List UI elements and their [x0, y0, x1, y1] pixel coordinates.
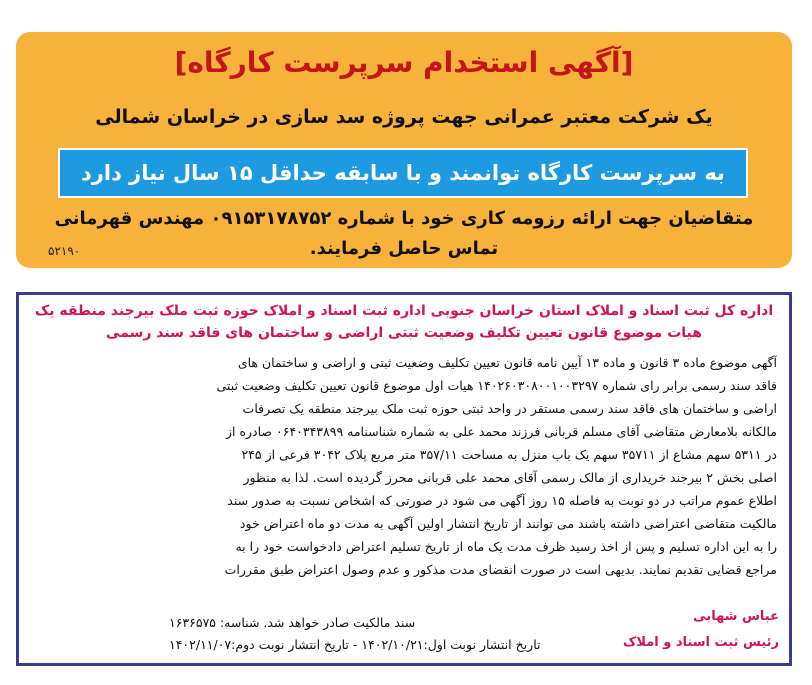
notice-id-line: سند مالکیت صادر خواهد شد. شناسه: ۱۶۳۶۵۷۵: [169, 615, 416, 630]
job-ad-box: [16, 32, 792, 268]
registry-notice-box: [16, 292, 792, 666]
notice-heading-2: هیات موضوع قانون تعیین تکلیف وضعیت ثبتی اراضی و ساختمان های فاقد سند رسمی: [106, 325, 702, 341]
job-ad-title: [آگهی استخدام سرپرست کارگاه]: [174, 46, 634, 79]
notice-body-line: را به این اداره تسلیم و پس از اخذ رسید ظرف مدت یک ماه از تاریخ تسلیم اعتراض دادخواست خود را به: [235, 539, 777, 554]
notice-body-line: اطلاع عموم مراتب در دو نوبت به فاصله ۱۵ روز آگهی می شود در صورتی که اشخاص نسبت به صدور سند: [227, 493, 777, 508]
notice-body-line: در ۵۳۱۱ سهم مشاع از ۳۵۷۱۱ سهم یک باب منزل به مساحت ۳۵۷/۱۱ متر مربع پلاک ۳۰۴۲ فرعی از ۲۴۵: [241, 447, 777, 462]
signature-name: عباس شهابی: [693, 609, 779, 624]
notice-body-line: فاقد سند رسمی برابر رای شماره ۱۴۰۲۶۰۳۰۸۰۰۱۰۰۳۲۹۷ هیات اول موضوع قانون تعیین تکلیف وضعیت ثبتی: [216, 378, 777, 393]
notice-body-line: مالکانه بلامعارض متقاضی آقای مسلم قربانی فرزند محمد علی به شماره شناسنامه ۰۶۴۰۳۴۳۸۹۹ صادره از: [225, 424, 777, 439]
notice-body-line: آگهی موضوع ماده ۳ قانون و ماده ۱۳ آیین نامه قانون تعیین تکلیف وضعیت ثبتی و اراضی و ساختمان های: [237, 355, 777, 370]
job-ad-contact-line: متقاضیان جهت ارائه رزومه کاری خود با شماره ۰۹۱۵۳۱۷۸۷۵۲ مهندس قهرمانی: [54, 208, 754, 229]
publication-dates-line: تاریخ انتشار نوبت اول:۱۴۰۲/۱۰/۲۱ - تاریخ انتشار نوبت دوم:۱۴۰۲/۱۱/۰۷: [169, 637, 541, 652]
signature-title: رئیس ثبت اسناد و املاک: [623, 635, 779, 650]
job-ad-company-line: یک شرکت معتبر عمرانی جهت پروژه سد سازی در خراسان شمالی: [95, 106, 713, 128]
notice-body-line: مراجع قضایی تقدیم نمایند. بدیهی است در صورت انقضای مدت مذکور و عدم وصول اعتراض طبق مقررات: [224, 562, 777, 577]
notice-body-line: اراضی و ساختمان های فاقد سند رسمی مستقر در واحد ثبتی حوزه ثبت ملک بیرجند منطقه یک تصرفات: [242, 401, 777, 416]
job-ad-closing-line: تماس حاصل فرمایند.: [309, 238, 499, 259]
job-ad-code: ۵۲۱۹۰: [48, 244, 81, 258]
notice-body: [31, 351, 777, 581]
notice-heading-1: اداره کل ثبت اسناد و املاک استان خراسان جنوبی اداره ثبت اسناد و املاک حوزه ثبت ملک بیرجند منطقه یک: [34, 303, 774, 319]
notice-body-line: اصلی بخش ۲ بیرجند خریداری از مالک رسمی آقای محمد علی قربانی محرز گردیده است. لذا به منظور: [243, 470, 777, 485]
notice-body-line: مالکیت متقاضی اعتراضی داشته باشند می توانند از تاریخ انتشار اولین آگهی به مدت دو ماه اعتراض خود: [239, 516, 777, 531]
job-ad-requirement-band: به سرپرست کارگاه توانمند و با سابقه حداقل ۱۵ سال نیاز دارد: [58, 148, 748, 198]
